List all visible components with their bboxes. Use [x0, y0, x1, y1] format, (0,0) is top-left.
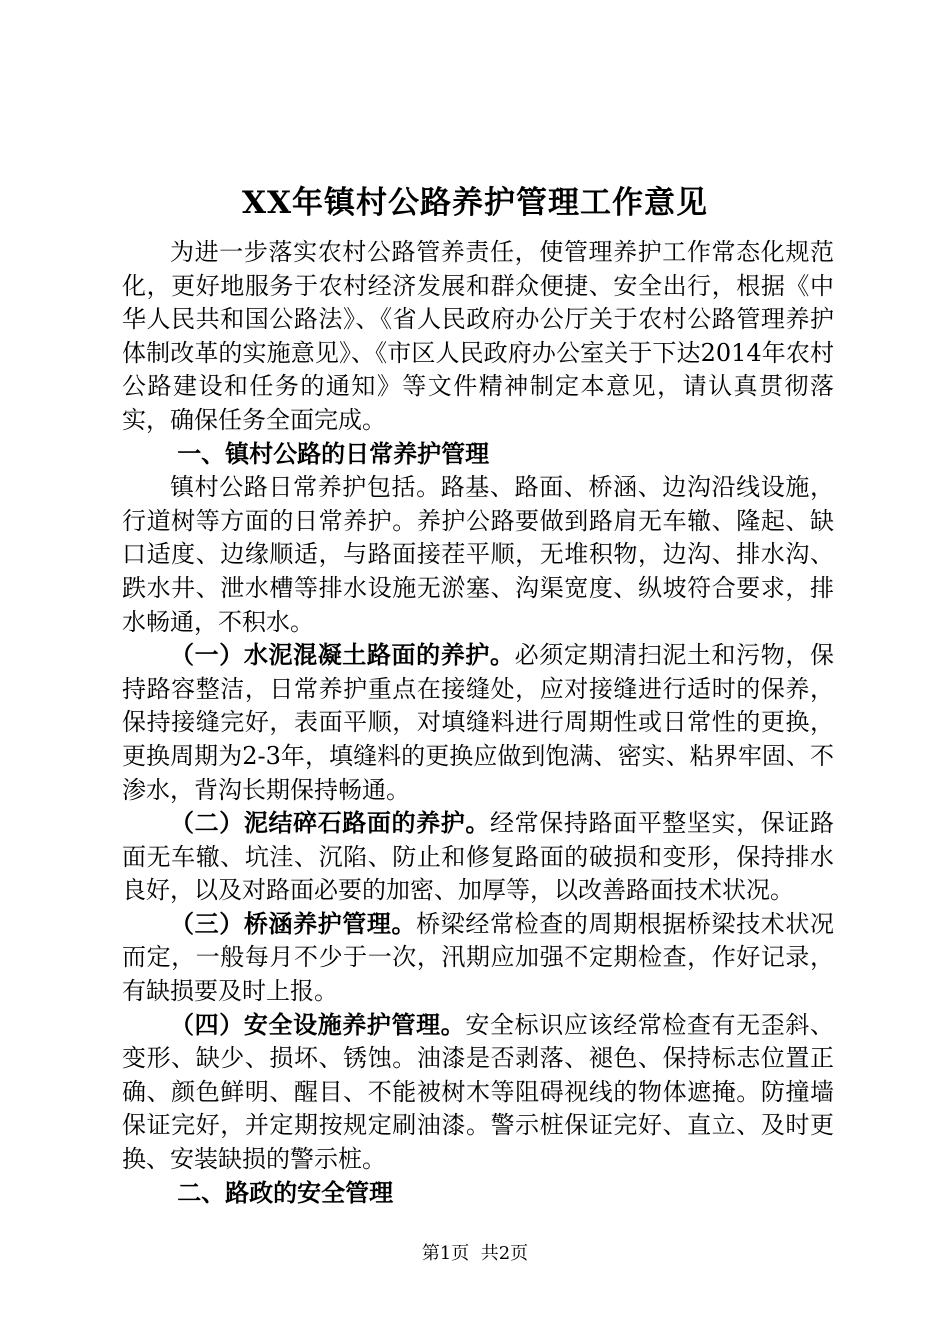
item-2-paragraph: [122, 807, 834, 908]
item-1-text: 必须定期清扫泥土和污物，保持路容整洁，日常养护重点在接缝处，应对接缝进行适时的保养，保持接缝完好，表面平顺，对填缝料进行周期性或日常性的更换，更换周期为2-3年，填缝料的更换应做到饱满、密实、粘界牢固、不渗水，背沟长期保持畅通。: [122, 641, 835, 804]
page-footer: [0, 1242, 950, 1266]
page-number: 第1页: [421, 1243, 470, 1264]
item-4-text: 安全标识应该经常检查有无歪斜、变形、缺少、损坏、锈蚀。油漆是否剥落、褪色、保持标志位置正确、颜色鲜明、醒目、不能被树木等阻碍视线的物体遮掩。防撞墙保证完好，并定期按规定刷油漆。警示桩保证完好、直立、及时更换、安装缺损的警示桩。: [122, 1010, 835, 1174]
item-3-heading: （三）桥涵养护管理。: [170, 909, 417, 938]
item-1-heading: （一）水泥混凝土路面的养护。: [170, 641, 515, 670]
item-2-text: 经常保持路面平整坚实，保证路面无车辙、坑洼、沉陷、防止和修复路面的破损和变形，保持排水良好，以及对路面必要的加密、加厚等，以改善路面技术状况。: [122, 809, 834, 905]
item-4-paragraph: [122, 1009, 834, 1177]
page-total: 共2页: [480, 1243, 529, 1264]
section-1-paragraph: 镇村公路日常养护包括。路基、路面、桥涵、边沟沿线设施，行道树等方面的日常养护。养护公路要做到路肩无车辙、隆起、缺口适度、边缘顺适，与路面接茬平顺，无堆积物，边沟、排水沟、跌水井、泄水槽等排水设施无淤塞、沟渠宽度、纵坡符合要求，排水畅通，不积水。: [122, 473, 834, 636]
item-4-heading: （四）安全设施养护管理。: [170, 1010, 466, 1039]
item-3-text: 桥梁经常检查的周期根据桥梁技术状况而定，一般每月不少于一次，汛期应加强不定期检查，作好记录，有缺损要及时上报。: [122, 909, 835, 1006]
section-2-heading: 二、路政的安全管理: [177, 1178, 394, 1207]
item-3-paragraph: [122, 908, 834, 1009]
item-1-paragraph: [122, 639, 834, 807]
document-body: [122, 236, 834, 1210]
document-title: XX年镇村公路养护管理工作意见: [241, 185, 709, 221]
intro-paragraph: 为进一步落实农村公路管养责任，使管理养护工作常态化规范化，更好地服务于农村经济发展和群众便捷、安全出行，根据《中华人民共和国公路法》、《省人民政府办公厅关于农村公路管理养护体制改革的实施意见》、《市区人民政府办公室关于下达2014年农村公路建设和任务的通知》等文件精神制定本意见，请认真贯彻落实，确保任务全面完成。: [122, 238, 834, 434]
item-2-heading: （二）泥结碎石路面的养护。: [170, 809, 490, 838]
section-1-heading: 一、镇村公路的日常养护管理: [177, 439, 490, 468]
